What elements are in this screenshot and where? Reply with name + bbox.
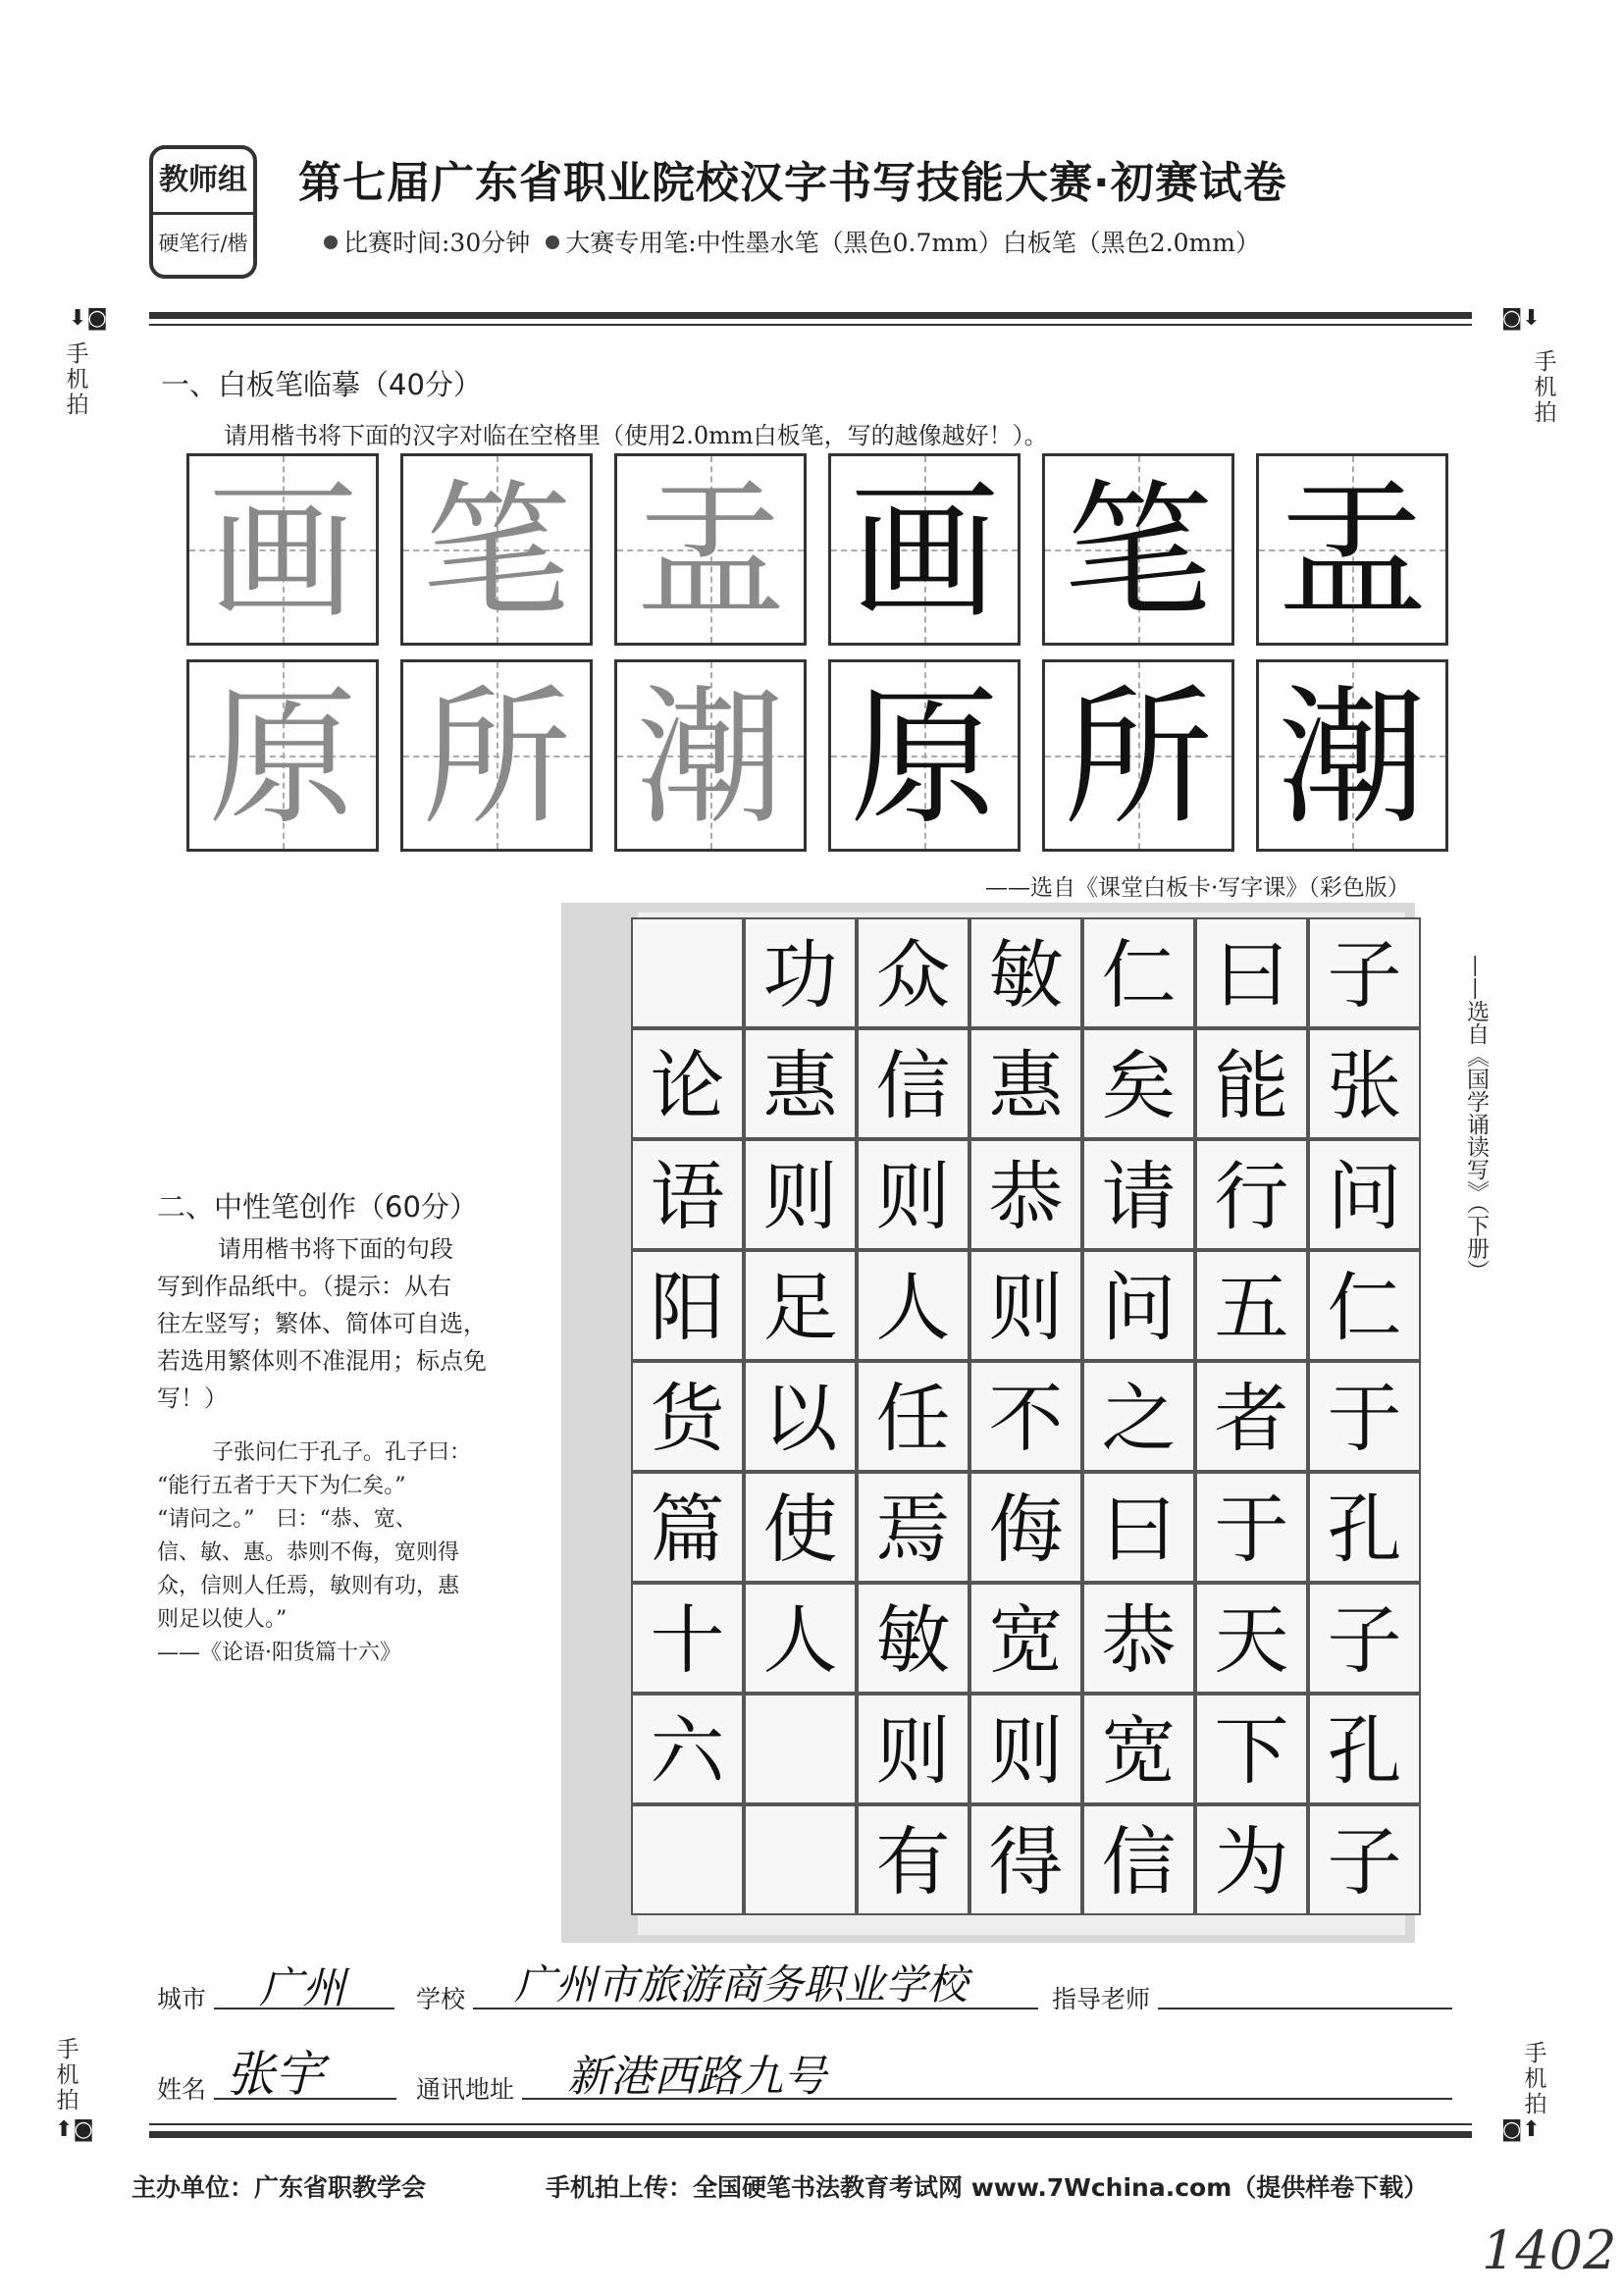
grid-cell: 宽 (1082, 1694, 1195, 1804)
grid-cell: 惠 (744, 1028, 857, 1139)
copy-cell: 画 (828, 453, 1021, 646)
grid-cell: 孔 (1308, 1694, 1421, 1804)
teacher-label: 指导老师 (1052, 1985, 1151, 2013)
school-label: 学校 (416, 1985, 466, 2013)
group-badge (149, 145, 257, 279)
exam-subtitle (324, 224, 1260, 259)
source-passage: 子张问仁于孔子。孔子曰： “能行五者于天下为仁矣。” “请问之。” 曰：“恭、宽、 信、敏、惠。恭则不侮，宽则得 众，信则人任焉，敏则有功，惠 则足以使人。” ——《论语·阳货篇十六》 (157, 1440, 472, 1665)
grid-cell: 任 (857, 1361, 969, 1472)
grid-cell: 问 (1082, 1250, 1195, 1361)
phone-photo-caption-left: 手 机 拍 (66, 341, 89, 418)
grid-cell: 以 (744, 1361, 857, 1472)
copy-cell: 笔 (1042, 453, 1234, 646)
grid-cell: 五 (1195, 1250, 1308, 1361)
grid-cell: 足 (744, 1250, 857, 1361)
grid-cell: 能 (1195, 1028, 1308, 1139)
grid-cell: 孔 (1308, 1472, 1421, 1583)
grid-cell: 侮 (969, 1472, 1082, 1583)
grid-cell: 焉 (857, 1472, 969, 1583)
grid-cell (631, 1804, 744, 1915)
grid-cell (744, 1694, 857, 1804)
grid-cell: 仁 (1082, 917, 1195, 1028)
phone-photo-caption-right: 手 机 拍 (1534, 349, 1557, 426)
grid-cell: 有 (857, 1804, 969, 1915)
upload-camera-icon: ⬆◙ (55, 2117, 94, 2142)
grid-cell: 子 (1308, 1804, 1421, 1915)
model-cell: 盂 (614, 453, 807, 646)
model-cell: 潮 (614, 659, 807, 852)
grid-cell: 则 (744, 1139, 857, 1250)
grid-cell: 于 (1195, 1472, 1308, 1583)
grid-cell: 天 (1195, 1583, 1308, 1694)
grid-cell: 恭 (1082, 1583, 1195, 1694)
upload-camera-icon: ◙⬆ (1501, 2117, 1541, 2142)
grid-cell: 者 (1195, 1361, 1308, 1472)
grid-cell: 阳 (631, 1250, 744, 1361)
section1-instruction: 请用楷书将下面的汉字对临在空格里（使用2.0mm白板笔，写的越像越好！）。 (224, 422, 1048, 449)
grid-cell: 请 (1082, 1139, 1195, 1250)
grid-cell: 敏 (969, 917, 1082, 1028)
city-field[interactable]: 广州 (259, 1963, 345, 2013)
grid-cell: 使 (744, 1472, 857, 1583)
grid-cell: 则 (857, 1139, 969, 1250)
section2-title: 二、中性笔创作（60分） (157, 1190, 478, 1224)
exam-title: 第七届广东省职业院校汉字书写技能大赛·初赛试卷 (298, 158, 1287, 208)
grid-cell: 不 (969, 1361, 1082, 1472)
grid-cell: 曰 (1195, 917, 1308, 1028)
grid-cell (631, 917, 744, 1028)
grid-cell: 信 (857, 1028, 969, 1139)
badge-group-label: 教师组 (153, 149, 253, 215)
grid-cell: 则 (857, 1694, 969, 1804)
grid-cell: 子 (1308, 917, 1421, 1028)
time-info: 比赛时间:30分钟 (343, 229, 531, 257)
copy-cell: 所 (1042, 659, 1234, 852)
grid-cell (744, 1804, 857, 1915)
copy-cell: 潮 (1256, 659, 1448, 852)
top-divider (149, 312, 1472, 319)
grid-cell: 语 (631, 1139, 744, 1250)
copy-cell: 原 (828, 659, 1021, 852)
organizer-text: 主办单位：广东省职教学会 (131, 2173, 427, 2202)
bullet-icon (546, 235, 559, 249)
pen-info: 大赛专用笔:中性墨水笔（黑色0.7mm）白板笔（黑色2.0mm） (565, 229, 1260, 257)
name-label: 姓名 (157, 2075, 207, 2104)
phone-photo-caption-left: 手 机 拍 (56, 2037, 79, 2113)
model-cell: 笔 (400, 453, 593, 646)
grid-cell: 论 (631, 1028, 744, 1139)
copy-practice-grid (186, 453, 1433, 856)
grid-cell: 人 (857, 1250, 969, 1361)
grid-cell: 则 (969, 1694, 1082, 1804)
grid-cell: 宽 (969, 1583, 1082, 1694)
grid-cell: 恭 (969, 1139, 1082, 1250)
grid-cell: 十 (631, 1583, 744, 1694)
section2-credit: ——选自《国学诵读写》（下册） (1463, 955, 1489, 1282)
section2-instruction: 请用楷书将下面的句段 写到作品纸中。（提示：从右 往左竖写；繁体、简体可自选， 若选用繁体则不准混用；标点免 写！） (157, 1235, 487, 1412)
badge-category-label: 硬笔行/楷 (158, 232, 248, 255)
top-divider-thin (149, 324, 1472, 326)
section1-title: 一、白板笔临摹（40分） (161, 368, 482, 401)
grid-cell: 惠 (969, 1028, 1082, 1139)
grid-cell: 篇 (631, 1472, 744, 1583)
school-field[interactable]: 广州市旅游商务职业学校 (514, 1960, 969, 2009)
section1-credit: ——选自《课堂白板卡·写字课》（彩色版） (985, 875, 1410, 901)
teacher-underline (1158, 2008, 1452, 2009)
grid-cell: 六 (631, 1694, 744, 1804)
upload-website-text: 手机拍上传：全国硬笔书法教育考试网 www.7Wchina.com（提供样卷下载） (546, 2173, 1429, 2202)
address-field[interactable]: 新港西路九号 (567, 2052, 826, 2102)
grid-cell: 矣 (1082, 1028, 1195, 1139)
model-cell: 所 (400, 659, 593, 852)
grid-cell: 曰 (1082, 1472, 1195, 1583)
grid-cell: 则 (969, 1250, 1082, 1361)
grid-cell: 问 (1308, 1139, 1421, 1250)
bottom-divider (149, 2131, 1472, 2138)
grid-cell: 之 (1082, 1361, 1195, 1472)
grid-cell: 张 (1308, 1028, 1421, 1139)
grid-cell: 人 (744, 1583, 857, 1694)
grid-cell: 行 (1195, 1139, 1308, 1250)
grid-cell: 为 (1195, 1804, 1308, 1915)
upload-camera-icon: ◙⬇ (1501, 306, 1541, 331)
model-cell: 原 (186, 659, 379, 852)
handwritten-page-number: 1402 (1482, 2219, 1617, 2281)
grid-cell: 货 (631, 1361, 744, 1472)
grid-cell: 下 (1195, 1694, 1308, 1804)
answer-grid (636, 917, 1421, 1918)
grid-cell: 敏 (857, 1583, 969, 1694)
city-label: 城市 (157, 1985, 207, 2013)
bottom-divider-thin (149, 2123, 1472, 2125)
bullet-icon (324, 235, 338, 249)
name-field[interactable]: 张宇 (226, 2046, 324, 2103)
grid-cell: 于 (1308, 1361, 1421, 1472)
upload-camera-icon: ⬇◙ (69, 306, 108, 331)
grid-cell: 众 (857, 917, 969, 1028)
grid-cell: 仁 (1308, 1250, 1421, 1361)
phone-photo-caption-right: 手 机 拍 (1524, 2041, 1547, 2117)
address-label: 通讯地址 (416, 2075, 515, 2104)
grid-cell: 子 (1308, 1583, 1421, 1694)
grid-cell: 功 (744, 917, 857, 1028)
copy-cell: 盂 (1256, 453, 1448, 646)
grid-cell: 得 (969, 1804, 1082, 1915)
model-cell: 画 (186, 453, 379, 646)
grid-cell: 信 (1082, 1804, 1195, 1915)
